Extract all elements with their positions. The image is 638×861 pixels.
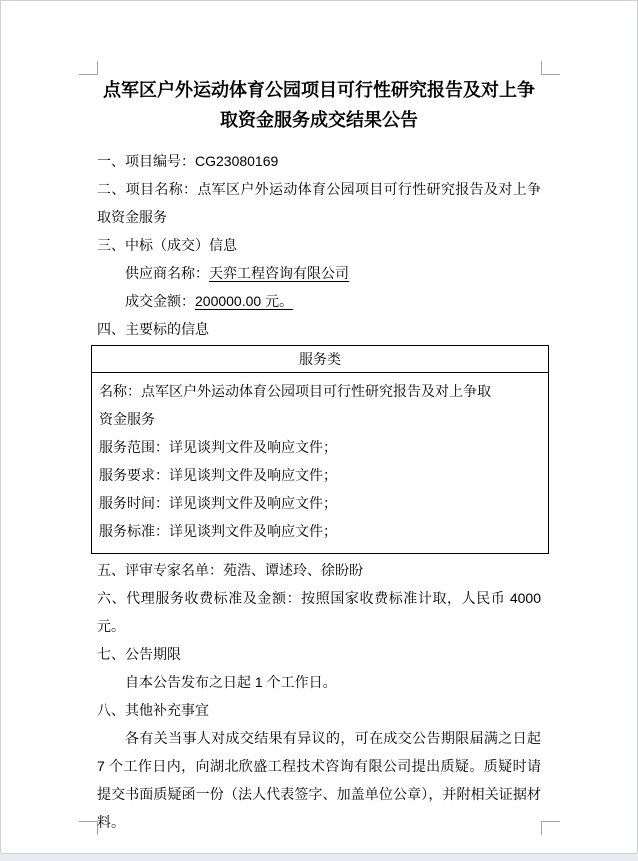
award-info-heading: 三、中标（成交）信息 (97, 237, 237, 253)
project-name-line: 二、项目名称：点军区户外运动体育公园项目可行性研究报告及对上争取资金服务 (97, 181, 541, 225)
margin-crop-mark-top-right (541, 61, 560, 75)
agency-fee-line: 六、代理服务收费标准及金额：按照国家收费标准计取，人民币 4000 元。 (97, 590, 541, 634)
amount-label: 成交金额： (125, 293, 195, 309)
table-header-service-class: 服务类 (92, 346, 549, 373)
supplier-value-underlined: 天弈工程咨询有限公司 (209, 265, 349, 281)
table-body-cell (92, 373, 549, 554)
subject-info-heading: 四、主要标的信息 (97, 321, 209, 337)
table-body-row (92, 373, 549, 554)
table-line-service-scope: 服务范围：详见谈判文件及响应文件； (99, 439, 337, 455)
notice-period-heading: 七、公告期限 (97, 646, 181, 662)
table-line-service-time: 服务时间：详见谈判文件及响应文件； (99, 495, 337, 511)
table-line-service-requirements: 服务要求：详见谈判文件及响应文件； (99, 467, 337, 483)
other-matters-body: 各有关当事人对成交结果有异议的，可在成交公告期限届满之日起 7 个工作日内，向湖北欣盛工程技术咨询有限公司提出质疑。质疑时请提交书面质疑函一份（法人代表签字、加盖单位公章），并附相关证据材料。 (97, 730, 541, 830)
table-line-name: 名称：点军区户外运动体育公园项目可行性研究报告及对上争取资金服务 (99, 383, 491, 427)
amount-line (97, 287, 541, 315)
supplier-label: 供应商名称： (125, 265, 209, 281)
notice-period-body: 自本公告发布之日起 1 个工作日。 (125, 674, 337, 690)
document-title: 点军区户外运动体育公园项目可行性研究报告及对上争取资金服务成交结果公告 (103, 80, 535, 130)
supplier-line (97, 259, 541, 287)
amount-value-underlined: 200000.00 元。 (195, 293, 294, 309)
document-content (97, 75, 541, 836)
other-matters-heading: 八、其他补充事宜 (97, 702, 209, 718)
table-header-row (92, 346, 549, 373)
project-number-value: CG23080169 (195, 153, 279, 169)
project-number-line (97, 147, 541, 175)
subject-info-table (91, 345, 549, 554)
margin-crop-mark-bottom-right (541, 821, 560, 835)
table-line-service-standard: 服务标准：详见谈判文件及响应文件； (99, 523, 337, 539)
project-number-label: 一、项目编号： (97, 153, 195, 169)
experts-line: 五、评审专家名单：苑浩、谭述玲、徐盼盼 (97, 562, 363, 578)
margin-crop-mark-bottom-left (79, 821, 98, 835)
margin-crop-mark-top-left (79, 61, 98, 75)
